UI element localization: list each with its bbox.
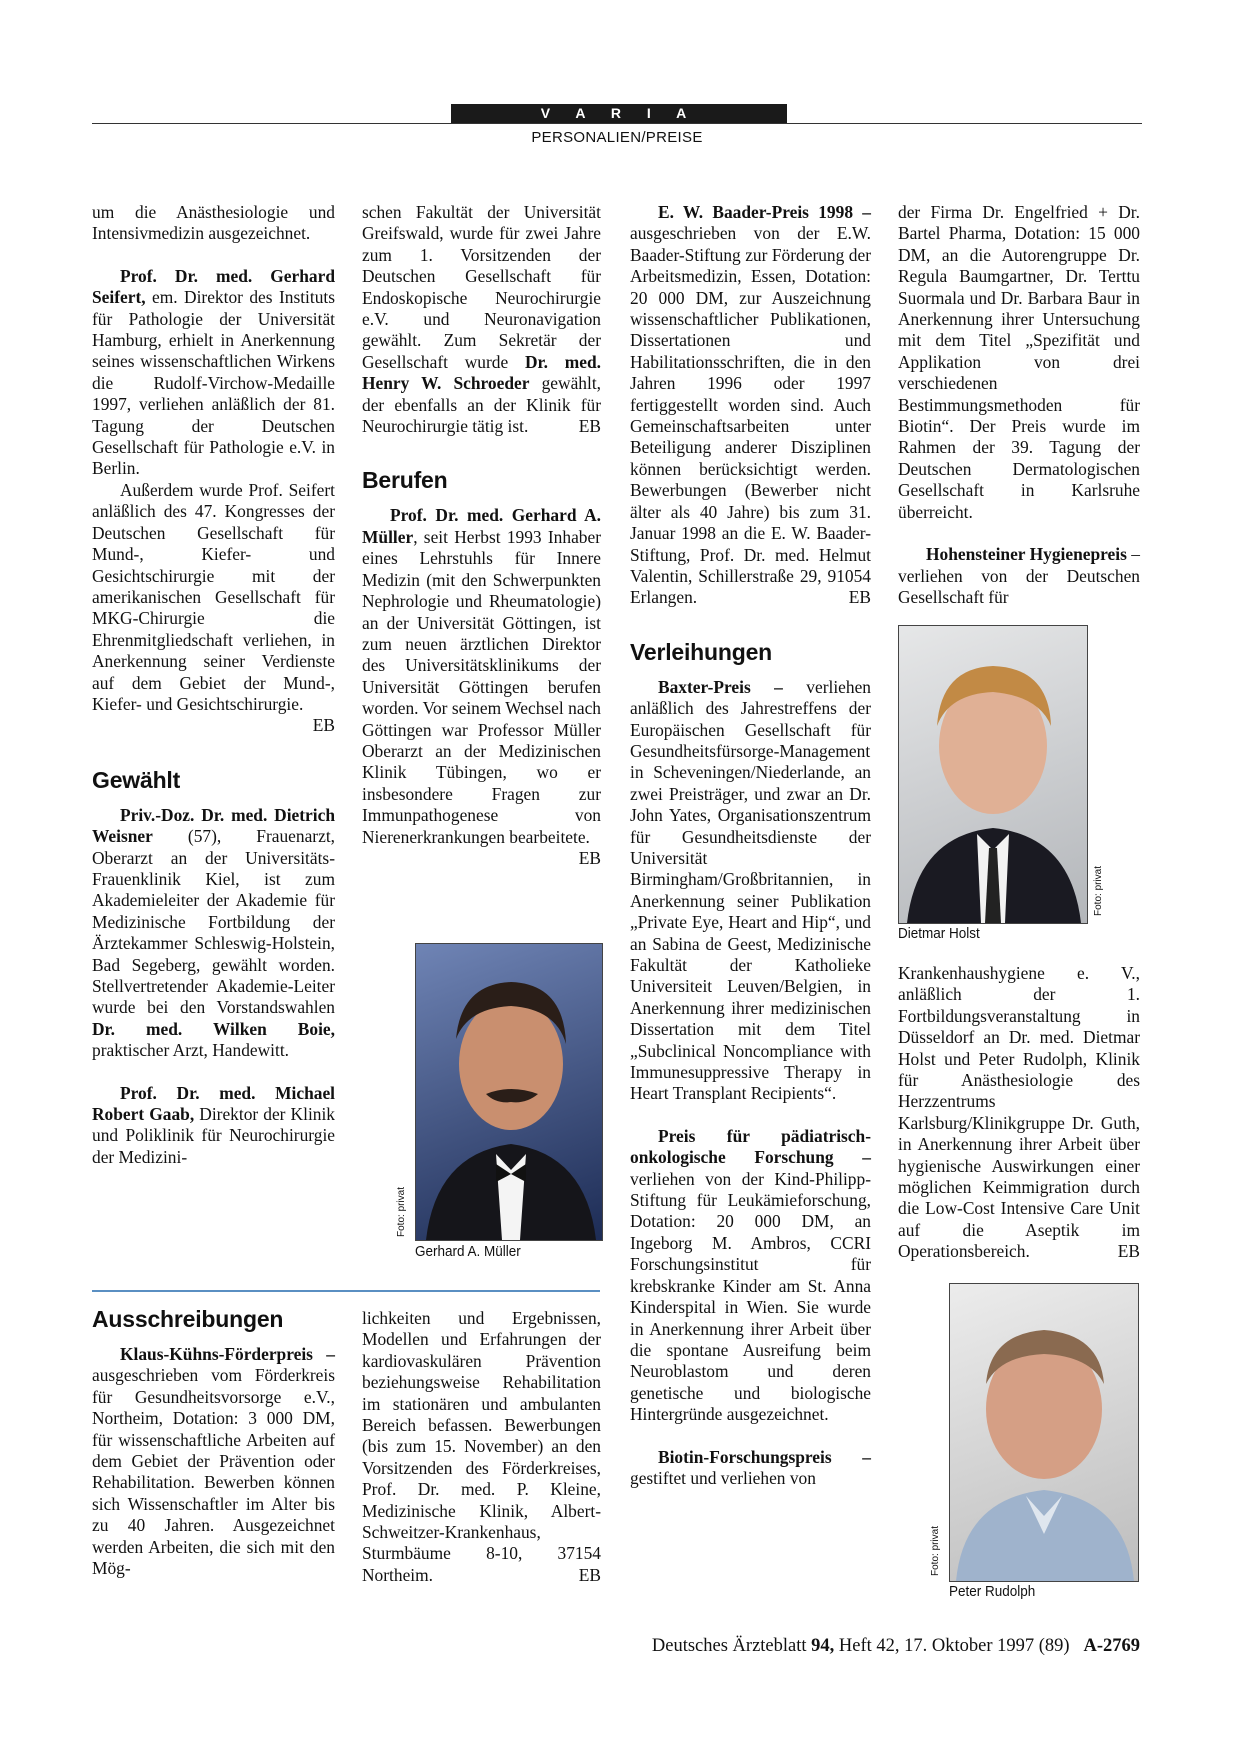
heading-verleihungen: Verleihungen: [630, 638, 773, 665]
page-number: A-2769: [1083, 1636, 1140, 1656]
photo-credit: Foto: privat: [396, 1186, 407, 1237]
paragraph-baader: E. W. Baader-Preis 1998 – ausgeschrieben von der E.W. Baader-Stiftung zur Förderung der Arbeitsmedizin, Essen, Dotation: 20 000 DM, zur Auszeichnung wissenschaftlicher Publikationen, Dissertationen und Habilitationsschriften, die in den Jahren 1996 oder 1997 fertiggestellt worden sind. Auch Gemeinschaftsarbeiten unter Beteiligung anderer Disziplinen können berücksichtigt werden. Bewerbungen (Bewerber nicht älter als 40 Jahre) bis zum 31. Januar 1998 an die E. W. Baader-Stiftung, Prof. Dr. med. Helmut Valentin, Schillerstraße 29, 91054 Erlangen. EB: [630, 202, 871, 608]
photo-caption: Dietmar Holst: [898, 925, 980, 942]
section-subtitle: PERSONALIEN/PREISE: [531, 129, 703, 146]
column-4-continued: [898, 963, 1140, 1263]
photo-credit: Foto: privat: [930, 1525, 941, 1576]
paragraph-biotin-cont: der Firma Dr. Engelfried + Dr. Bartel Pharma, Dotation: 15 000 DM, an die Autorengruppe Dr. Regula Baumgartner, Dr. Terttu Suormala und Dr. Barbara Baur in Anerkennung ihrer Untersuchung mit dem Titel „Spezifität und Applikation von drei verschiedenen Bestimmungsmethoden für Biotin“. Der Preis wurde im Rahmen der 39. Tagung der Deutschen Dermatologischen Gesellschaft in Karlsruhe überreicht.: [898, 202, 1140, 522]
paragraph-gaab: Prof. Dr. med. Michael Robert Gaab, Direktor der Klinik und Poliklinik für Neurochirurgie der Medizini-: [92, 1082, 335, 1167]
paragraph-kuehns-cont: lichkeiten und Ergebnissen, Modellen und Erfahrungen der kardiovaskulären Prävention beziehungsweise Rehabilitation im stationären und ambulanten Bereich befassen. Bewerbungen (bis zum 15. November) an den Vorsitzenden des Förderkreises, Prof. Dr. med. P. Kleine, Medizinische Klinik, Albert-Schweitzer-Krankenhaus, Sturmbäume 8-10, 37154 Northeim. EB: [362, 1308, 601, 1585]
paragraph-kuehns: Klaus-Kühns-Förderpreis – ausgeschrieben vom Förderkreis für Gesundheitsvorsorge e.V., Northeim, Dotation: 3 000 DM, für wissenschaftliche Arbeiten auf dem Gebiet der Prävention oder Rehabilitation. Bewerben können sich Wissenschaftler im Alter bis zu 40 Jahren. Ausgezeichnet werden Arbeiten, die sich mit den Mög-: [92, 1344, 335, 1579]
portrait-photo-mueller: [415, 943, 603, 1241]
photo-credit: Foto: privat: [1093, 865, 1104, 916]
paragraph-weisner: Priv.-Doz. Dr. med. Dietrich Weisner (57), Frauenarzt, Oberarzt an der Universitäts-Frauenklinik Kiel, ist zum Akademieleiter der Akademie für Medizinische Fortbildung der Ärztekammer Schleswig-Holstein, Bad Segeberg, gewählt worden. Stellvertretender Akademie-Leiter wurde bei den Vorstandswahlen Dr. med. Wilken Boie, praktischer Arzt, Handewitt.: [92, 804, 335, 1061]
column-2: [362, 202, 601, 869]
photo-caption: Peter Rudolph: [949, 1583, 1036, 1600]
column-1: [92, 202, 335, 1168]
paragraph: um die Anästhesiologie und Intensivmedizin ausgezeichnet.: [92, 202, 335, 244]
paragraph-seifert: Prof. Dr. med. Gerhard Seifert, em. Direktor des Instituts für Pathologie der Universität Hamburg, erhielt in Anerkennung seines wissenschaftlichen Wirkens die Rudolf-Virchow-Medaille 1997, verliehen anläßlich der 81. Tagung der Deutschen Gesellschaft für Pathologie e.V. in Berlin.: [92, 265, 335, 479]
section-divider: [92, 1290, 600, 1292]
section-banner: V A R I A: [451, 104, 787, 123]
portrait-photo-rudolph: [949, 1283, 1139, 1582]
heading-berufen: Berufen: [362, 467, 448, 494]
header-rule: [92, 123, 1142, 124]
paragraph-paediatrie: Preis für pädiatrisch-onkologische Forschung – verliehen von der Kind-Philipp-Stiftung für Leukämieforschung, Dotation: 20 000 DM, an Ingeborg M. Ambros, CCRI Forschungsinstitut für krebskranke Kinder am St. Anna Kinderspital in Wien. Sie wurde in Anerkennung ihrer Arbeit über die spontane Ausreifung beim Neuroblastom und deren genetische und biologische Hintergründe ausgezeichnet.: [630, 1125, 871, 1425]
paragraph-hohenstein-cont: Krankenhaushygiene e. V., anläßlich der 1. Fortbildungsveranstaltung in Düsseldorf an Dr. med. Dietmar Holst und Peter Rudolph, Klinik für Anästhesiologie des Herzzentrums Karlsburg/Klinikgruppe Dr. Guth, in Anerkennung ihrer Arbeit über hygienische Auswirkungen einer möglichen Keimmigration durch die Low-Cost Intensive Care Unit auf die Aseptik im Operationsbereich. EB: [898, 963, 1140, 1262]
ausschreibungen-column-1: [92, 1306, 335, 1579]
paragraph-gaab-cont: schen Fakultät der Universität Greifswald, wurde für zwei Jahre zum 1. Vorsitzenden der Deutschen Gesellschaft für Endoskopische Neurochirurgie e.V. und Neuronavigation gewählt. Zum Sekretär der Gesellschaft wurde Dr. med. Henry W. Schroeder gewählt, der ebenfalls an der Klinik für Neurochirurgie tätig ist. EB: [362, 202, 601, 437]
heading-gewaehlt: Gewählt: [92, 766, 181, 793]
paragraph-baxter: Baxter-Preis – verliehen anläßlich des Jahrestreffens der Europäischen Gesellschaft für Gesundheitsfürsorge-Management in Scheveningen/Niederlande, an zwei Preisträger, und zwar an Dr. John Yates, Organisationszentrum für Gesundheitsdienste der Universität Birmingham/Großbritannien, in Anerkennung seiner Publikation „Private Eye, Heart and Hip“, und an Sabina de Geest, Medizinische Fakultät der Katholieke Universiteit Leuven/Belgien, in Anerkennung ihrer medizinischen Dissertation mit dem Titel „Subclinical Noncompliance with Immunesuppressive Therapy in Heart Transplant Recipients“.: [630, 676, 871, 1104]
paragraph-mueller: Prof. Dr. med. Gerhard A. Müller, seit Herbst 1993 Inhaber eines Lehrstuhls für Innere Medizin (mit den Schwerpunkten Nephrologie und Rheumatologie) an der Universität Göttingen, ist zum neuen ärztlichen Direktor des Universitätsklinikums der Universität Göttingen berufen worden. Vor seinem Wechsel nach Göttingen war Professor Müller Oberarzt an der Medizinischen Klinik Tübingen, wo er insbesondere Fragen zur Immunpathogenese von Nierenerkrankungen bearbeitete. EB: [362, 505, 601, 868]
paragraph-hohenstein: Hohensteiner Hygienepreis – verliehen von der Deutschen Gesellschaft für: [898, 544, 1140, 607]
column-4: [898, 202, 1140, 608]
photo-caption: Gerhard A. Müller: [415, 1243, 521, 1260]
page-footer: Deutsches Ärzteblatt 94, Heft 42, 17. Oktober 1997 (89) A-2769: [651, 1636, 1140, 1656]
paragraph-biotin: Biotin-Forschungspreis – gestiftet und verliehen von: [630, 1446, 871, 1488]
column-3: [630, 202, 871, 1489]
paragraph-seifert-2: Außerdem wurde Prof. Seifert anläßlich des 47. Kongresses der Deutschen Gesellschaft für Mund-, Kiefer- und Gesichtschirurgie mit der amerikanischen Gesellschaft für MKG-Chirurgie die Ehrenmitgliedschaft verliehen, in Anerkennung seiner Verdienste auf dem Gebiet der Mund-, Kiefer- und Gesichtschirurgie. EB: [92, 479, 335, 736]
ausschreibungen-column-2: [362, 1308, 601, 1586]
portrait-photo-holst: [898, 625, 1088, 924]
heading-ausschreibungen: Ausschreibungen: [92, 1306, 284, 1332]
